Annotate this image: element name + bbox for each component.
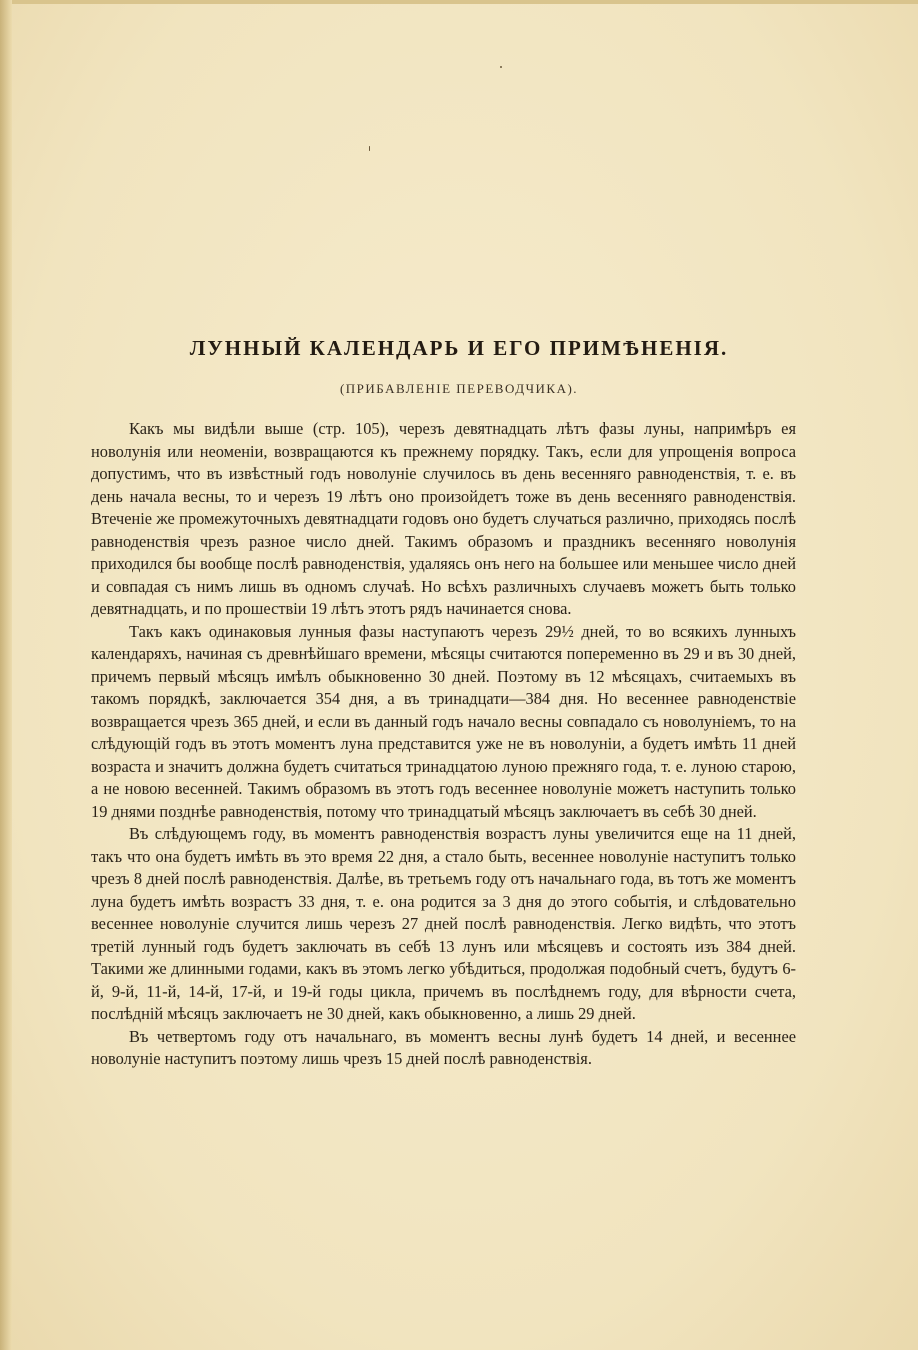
body-text <box>91 418 796 1071</box>
page-top-edge <box>0 0 918 4</box>
paragraph-4: Въ четвертомъ году отъ начальнаго, въ моментъ весны лунѣ будетъ 14 дней, и весеннее новолуніе наступитъ поэтому лишь чрезъ 15 дней послѣ равноденствія. <box>91 1026 796 1068</box>
page-left-edge <box>0 0 12 1350</box>
paragraph-2: Такъ какъ одинаковыя лунныя фазы наступаютъ черезъ 29½ дней, то во всякихъ лунныхъ календаряхъ, начиная съ древнѣйшаго времени, мѣсяцы считаются попеременно въ 29 и въ 30 дней, причемъ первый мѣсяцъ имѣлъ обыкновенно 30 дней. Поэтому въ 12 мѣсяцахъ, считаемыхъ въ такомъ порядкѣ, заключается 354 дня, а въ тринадцати—384 дня. Но весеннее равноденствіе возвращается чрезъ 365 дней, и если въ данный годъ начало весны совпадало съ новолуніемъ, то на слѣдующій годъ въ этотъ моментъ луна представится уже не въ новолуніи, а будетъ имѣть 11 дней возраста и значитъ должна будетъ считаться тринадцатою луною прежняго года, т. е. луною старою, а не новою весенней. Такимъ образомъ въ этотъ годъ весеннее новолуніе можетъ наступить только 19 днями позднѣе равноденствія, потому что тринадцатый мѣсяцъ заключаетъ въ себѣ 30 дней. <box>91 621 796 821</box>
document-title: ЛУННЫЙ КАЛЕНДАРЬ И ЕГО ПРИМѢНЕНІЯ. <box>189 336 729 360</box>
paragraph-1: Какъ мы видѣли выше (стр. 105), черезъ девятнадцать лѣтъ фазы луны, напримѣръ ея новолунія или неоменіи, возвращаются къ прежнему порядку. Такъ, если для упрощенія вопроса допустимъ, что въ извѣстный годъ новолуніе случилось въ день весенняго равноденствія, т. е. въ день начала весны, то и черезъ 19 лѣтъ оно произойдетъ тоже въ день весенняго равноденствія. Втеченіе же промежуточныхъ девятнадцати годовъ оно будетъ случаться различно, приходясь послѣ равноденствія чрезъ разное число дней. Такимъ образомъ и праздникъ весенняго новолунія приходился бы вообще послѣ равноденствія, удаляясь онъ него на большее или меньшее число дней и совпадая съ нимъ лишь въ одномъ случаѣ. Но всѣхъ различныхъ случаевъ можетъ быть только девятнадцать, и по прошествіи 19 лѣтъ этотъ рядъ начинается снова. <box>91 419 796 618</box>
paper-speck <box>500 66 502 68</box>
paragraph-3: Въ слѣдующемъ году, въ моментъ равноденствія возрастъ луны увеличится еще на 11 дней, такъ что она будетъ имѣть въ это время 22 дня, а стало быть, весеннее новолуніе наступитъ только чрезъ 8 дней послѣ равноденствія. Далѣе, въ третьемъ году отъ начальнаго года, въ тотъ же моментъ луна будетъ имѣть возрастъ 33 дня, т. е. она родится за 3 дня до этого событія, и слѣдовательно весеннее новолуніе случится лишь черезъ 27 дней послѣ равноденствія. Легко видѣть, что этотъ третій лунный годъ будетъ заключать въ себѣ 13 лунъ или мѣсяцевъ и состоять изъ 384 дней. Такими же длинными годами, какъ въ этомъ легко убѣдиться, продолжая подобный счетъ, будутъ 6-й, 9-й, 11-й, 14-й, 17-й, и 19-й годы цикла, причемъ въ послѣднемъ году, для вѣрности счета, послѣдній мѣсяцъ заключаетъ не 30 дней, какъ обыкновенно, а лишь 29 дней. <box>91 824 796 1023</box>
paper-speck <box>369 146 370 151</box>
document-subtitle: (ПРИБАВЛЕНІЕ ПЕРЕВОДЧИКА). <box>339 381 579 396</box>
